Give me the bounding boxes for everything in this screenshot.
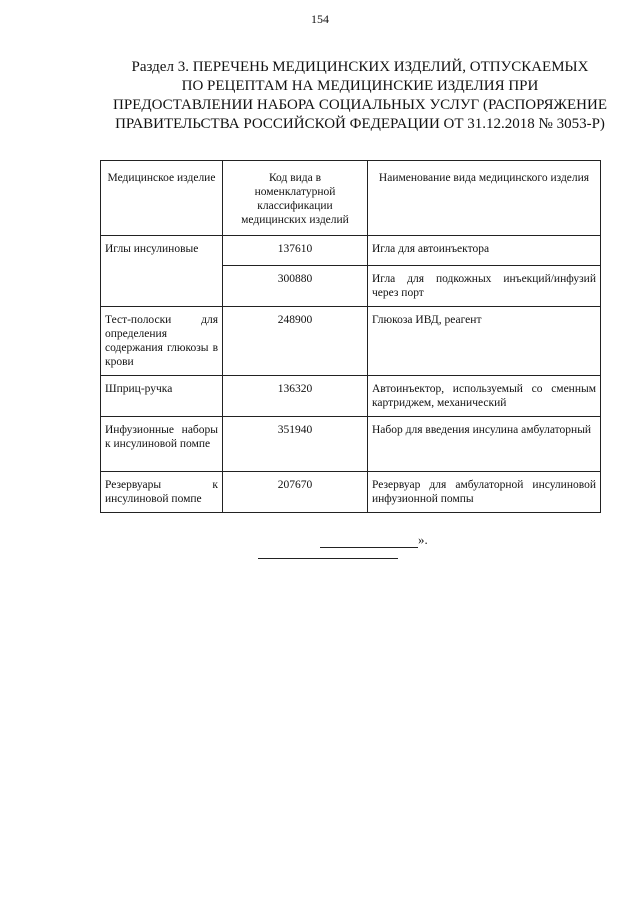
page-number: 154 — [311, 12, 329, 26]
cell-name: Резервуар для амбулаторной инсулиновой инфузионной помпы — [368, 472, 601, 513]
cell-name: Набор для введения инсулина амбулаторный — [368, 417, 601, 472]
table-row — [101, 307, 601, 376]
cell-name: Автоинъектор, используемый со сменным картриджем, механический — [368, 376, 601, 417]
cell-device: Шприц-ручка — [101, 376, 223, 417]
closing-mark — [320, 532, 428, 548]
header-name: Наименование вида медицинского изделия — [368, 161, 601, 236]
cell-name: Игла для автоинъектора — [368, 236, 601, 266]
separator-line — [258, 558, 398, 559]
title-line: Раздел 3. ПЕРЕЧЕНЬ МЕДИЦИНСКИХ ИЗДЕЛИЙ, ОТПУСКАЕМЫХ — [131, 59, 589, 75]
cell-device: Резервуары к инсулиновой помпе — [101, 472, 223, 513]
header-code: Код вида в номенклатурной классификации медицинских изделий — [223, 161, 368, 236]
closing-quote: ». — [418, 532, 428, 547]
cell-code: 136320 — [223, 376, 368, 417]
title-line: ПРАВИТЕЛЬСТВА РОССИЙСКОЙ ФЕДЕРАЦИИ ОТ 31.12.2018 № 3053-Р) — [115, 116, 605, 132]
table-row — [101, 472, 601, 513]
cell-name: Глюкоза ИВД, реагент — [368, 307, 601, 376]
cell-device: Иглы инсулиновые — [101, 236, 223, 307]
cell-code: 248900 — [223, 307, 368, 376]
title-line: ПО РЕЦЕПТАМ НА МЕДИЦИНСКИЕ ИЗДЕЛИЯ ПРИ — [181, 78, 539, 94]
cell-code: 137610 — [223, 236, 368, 266]
cell-code: 207670 — [223, 472, 368, 513]
cell-device: Тест-полоски для определения содержания глюкозы в крови — [101, 307, 223, 376]
section-title — [100, 58, 620, 134]
title-line: ПРЕДОСТАВЛЕНИИ НАБОРА СОЦИАЛЬНЫХ УСЛУГ (РАСПОРЯЖЕНИЕ — [113, 97, 607, 113]
medical-devices-table — [100, 160, 601, 513]
table-row — [101, 417, 601, 472]
cell-name: Игла для подкожных инъекций/инфузий через порт — [368, 266, 601, 307]
cell-code: 300880 — [223, 266, 368, 307]
signature-line — [320, 537, 418, 548]
cell-device: Инфузионные наборы к инсулиновой помпе — [101, 417, 223, 472]
cell-code: 351940 — [223, 417, 368, 472]
table-row — [101, 236, 601, 266]
table-header-row — [101, 161, 601, 236]
header-device: Медицинское изделие — [101, 161, 223, 236]
table-row — [101, 376, 601, 417]
